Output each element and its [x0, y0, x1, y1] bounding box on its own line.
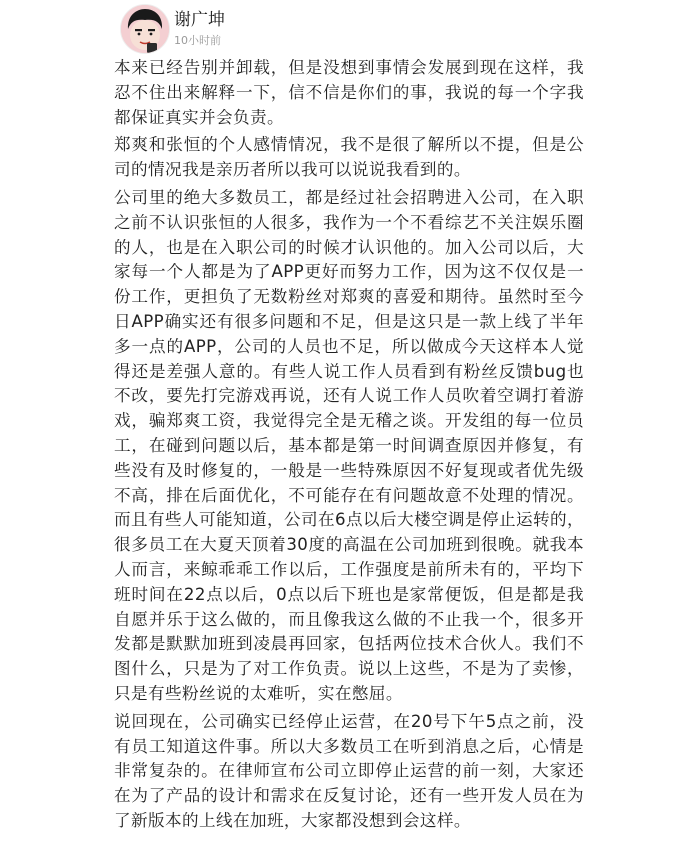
post-paragraph: 本来已经告别并卸载，但是没想到事情会发展到现在这样，我忍不住出来解释一下，信不信是你们的事，我说的每一个字我都保证真实并会负责。: [114, 58, 584, 127]
avatar[interactable]: [120, 4, 170, 54]
post-time: 10小时前: [174, 34, 221, 47]
post-paragraph: 说回现在，公司确实已经停止运营，在20号下午5点之前，没有员工知道这件事。所以大多数员工在听到消息之后，心情是非常复杂的。在律师宣布公司立即停止运营的前一刻，大家还在为了产品的设计和需求在反复讨论，还有一些开发人员在为了新版本的上线在加班，大家都没想到会这样。: [114, 711, 584, 830]
cartoon-face-avatar-icon: [121, 5, 169, 53]
post-body: [114, 56, 584, 837]
post-header: [120, 4, 640, 56]
post-paragraph: 郑爽和张恒的个人感情情况，我不是很了解所以不提，但是公司的情况我是亲历者所以我可以说说我看到的。: [114, 135, 584, 180]
post-paragraph: 公司里的绝大多数员工，都是经过社会招聘进入公司，在入职之前不认识张恒的人很多，我作为一个不看综艺不关注娱乐圈的人，也是在入职公司的时候才认识他的。加入公司以后，大家每一个人都是为了APP更好而努力工作，因为这不仅仅是一份工作，更担负了无数粉丝对郑爽的喜爱和期待。虽然时至今日APP确实还有很多问题和不足，但是这只是一款上线了半年多一点的APP，公司的人员也不足，所以做成今天这样本人觉得还是差强人意的。有些人说工作人员看到有粉丝反馈bug也不改，要先打完游戏再说，还有人说工作人员吹着空调打着游戏，骗郑爽工资，我觉得完全是无稽之谈。开发组的每一位员工，在碰到问题以后，基本都是第一时间调查原因并修复，有些没有及时修复的，一般是一些特殊原因不好复现或者优先级不高，排在后面优化，不可能存在有问题故意不处理的情况。而且有些人可能知道，公司在6点以后大楼空调是停止运转的，很多员工在大夏天顶着30度的高温在公司加班到很晚。就我本人而言，来鲸乖乖工作以后，工作强度是前所未有的，平均下班时间在22点以后，0点以后下班也是家常便饭，但是都是我自愿并乐于这么做的，而且像我这么做的不止我一个，很多开发都是默默加班到凌晨再回家，包括两位技术合伙人。我们不图什么，只是为了对工作负责。说以上这些，不是为了卖惨，只是有些粉丝说的太难听，实在憋屈。: [114, 187, 584, 703]
author-name[interactable]: 谢广坤: [174, 10, 225, 30]
